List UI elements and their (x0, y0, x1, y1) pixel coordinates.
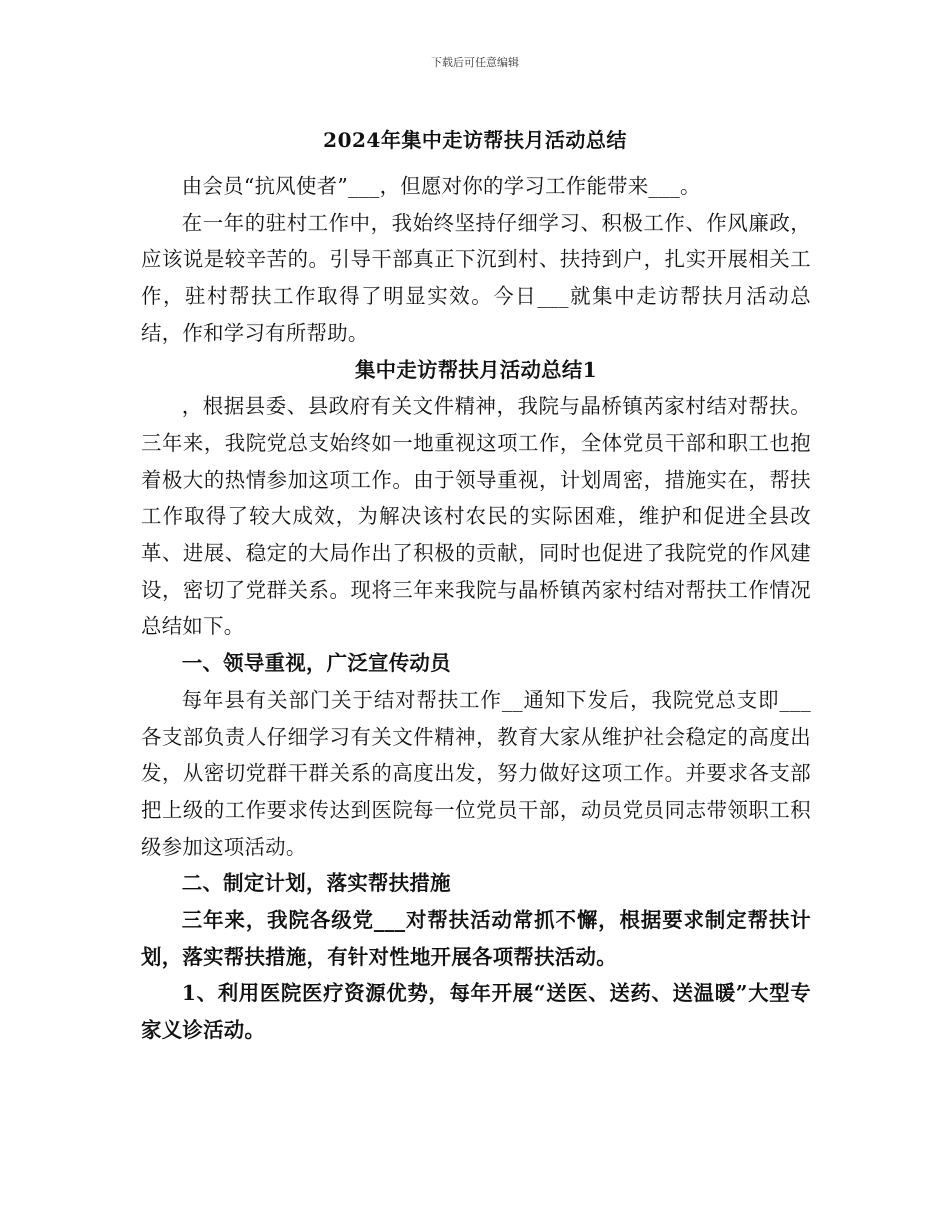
heading-plan: 二、制定计划，落实帮扶措施 (181, 871, 451, 896)
heading-leadership: 一、领导重视，广泛宣传动员 (181, 651, 451, 676)
section-paragraph-3: 三年来，我院各级党___对帮扶活动常抓不懈，根据要求制定帮扶计划，落实帮扶措施，有针对性地开展各项帮扶活动。 (141, 908, 811, 969)
document-title: 2024年集中走访帮扶月活动总结 (323, 128, 627, 152)
section-title: 集中走访帮扶月活动总结1 (354, 357, 598, 382)
section-paragraph-4: 1、利用医院医疗资源优势，每年开展“送医、送药、送温暖”大型专家义诊活动。 (141, 981, 811, 1043)
section-paragraph-2: 每年县有关部门关于结对帮扶工作__通知下发后，我院党总支即___各支部负责人仔细学习有关文件精神，教育大家从维护社会稳定的高度出发，从密切党群干群关系的高度出发，努力做好这项工作。并要求各支部把上级的工作要求传达到医院每一位党员干部，动员党员同志带领职工积级参加这项活动。 (141, 687, 811, 859)
intro-paragraph-1: 由会员“抗风使者”___，但愿对你的学习工作能带来___。 (181, 174, 701, 198)
page-header-note: 下载后可任意编辑 (431, 56, 519, 69)
intro-paragraph-2: 在一年的驻村工作中，我始终坚持仔细学习、积极工作、作风廉政，应该说是较辛苦的。引导干部真正下沉到村、扶持到户，扎实开展相关工作，驻村帮扶工作取得了明显实效。今日___就集中走访帮扶月活动总结，作和学习有所帮助。 (141, 210, 811, 345)
section-paragraph-1: ，根据县委、县政府有关文件精神，我院与晶桥镇芮家村结对帮扶。三年来，我院党总支始终如一地重视这项工作，全体党员干部和职工也抱着极大的热情参加这项工作。由于领导重视，计划周密，措施实在，帮扶工作取得了较大成效，为解决该村农民的实际困难，维护和促进全县改革、进展、稳定的大局作出了积极的贡献，同时也促进了我院党的作风建设，密切了党群关系。现将三年来我院与晶桥镇芮家村结对帮扶工作情况总结如下。 (141, 394, 811, 639)
document-body (141, 168, 811, 1049)
